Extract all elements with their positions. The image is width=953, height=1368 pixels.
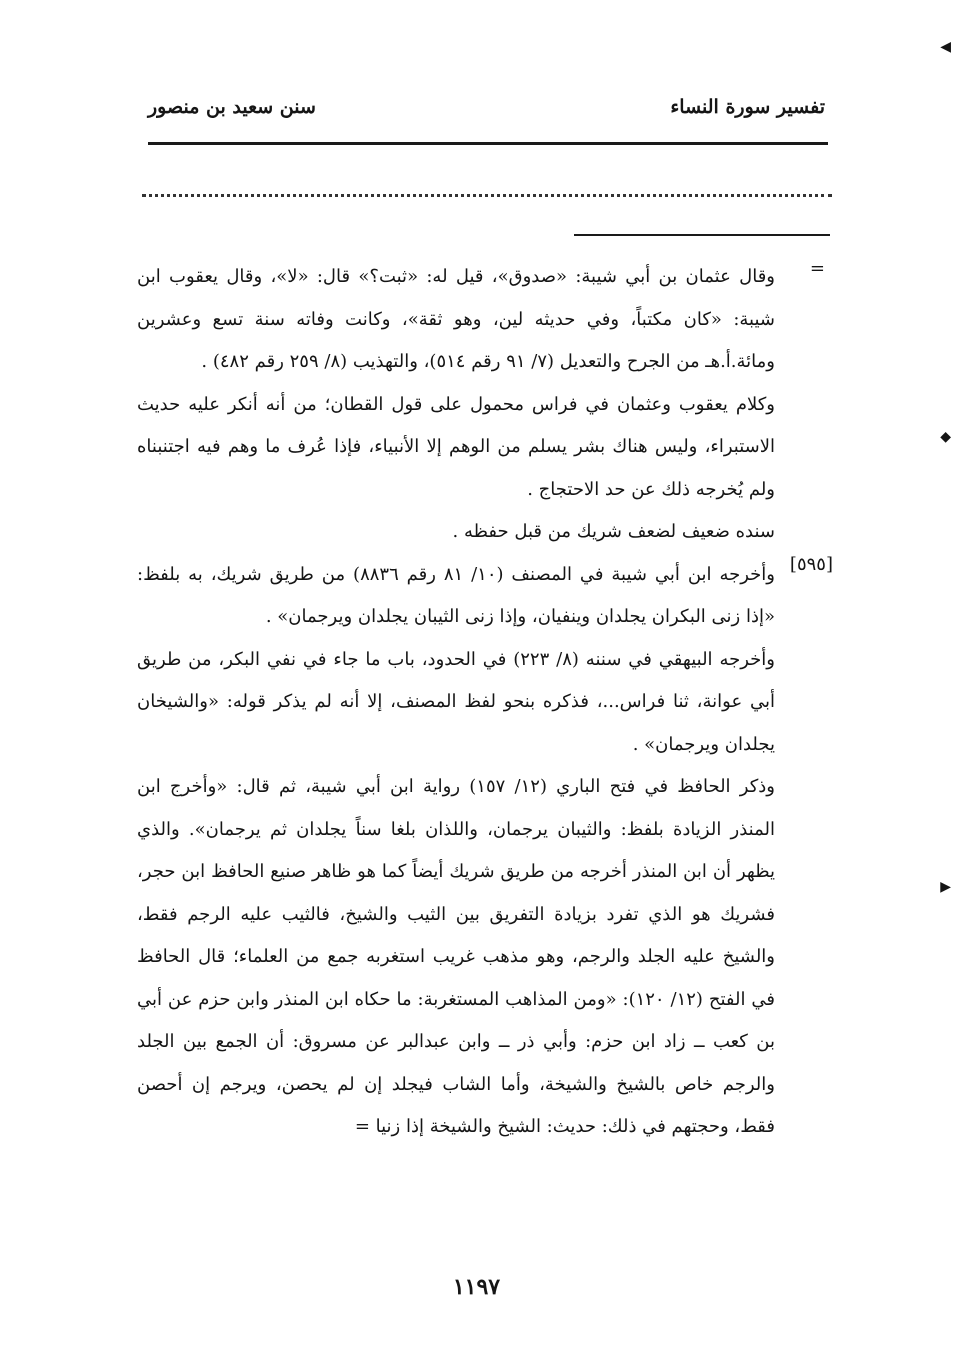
footnote-paragraph-3: سنده ضعيف لضعف شريك من قبل حفظه . <box>452 521 775 542</box>
dotted-separator <box>142 184 832 197</box>
footnotes-body <box>137 256 775 1149</box>
footnote-paragraph-6: وذكر الحافظ في فتح الباري (١٢/ ١٥٧) رواية ابن أبي شيبة، ثم قال: «وأخرج ابن المنذر الزيادة بلفظ: والثيبان يرجمان، واللذان بلغا سناً يجلدان ثم يرجمان». والذي يظهر أن ابن المنذر أخرجه من طريق شريك أيضاً كما هو ظاهر صنيع الحافظ ابن حجر، فشريك هو الذي تفرد بزيادة التفريق بين الثيب والشيخ، فالثيب عليه الرجم فقط، والشيخ عليه الجلد والرجم، وهو مذهب غريب استغربه جمع من العلماء؛ قال الحافظ في الفتح (١٢/ ١٢٠): «ومن المذاهب المستغربة: ما حكاه ابن المنذر وابن حزم عن أبي بن كعب ــ زاد ابن حزم: وأبي ذر ــ وابن عبدالبر عن مسروق: أن الجمع بين الجلد والرجم خاص بالشيخ والشيخة، وأما الشاب فيجلد إن لم يحصن، ويرجم إن أحصن فقط، وحجتهم في ذلك: حديث: الشيخ والشيخة إذا زنيا = <box>137 776 775 1137</box>
footnote-paragraph-5: وأخرجه البيهقي في سننه (٨/ ٢٢٣) في الحدود، باب ما جاء في نفي البكر، من طريق أبي عوانة، ثنا فراس...، فذكره بنحو لفظ المصنف، إلا أنه لم يذكر قوله: «والشيخان يجلدان ويرجمان» . <box>137 648 775 755</box>
footnote-rule <box>574 234 830 236</box>
footnote-paragraph-4: وأخرجه ابن أبي شيبة في المصنف (١٠/ ٨١ رقم ٨٨٣٦) من طريق شريك، به بلفظ: «إذا زنى البكران يجلدان وينفيان، وإذا زنى الثيبان يجلدان ويرجمان» . <box>137 563 775 627</box>
footnote-paragraph-1: وقال عثمان بن أبي شيبة: «صدوق»، قيل له: «ثبت؟» قال: «لا»، وقال يعقوب ابن شيبة: «كان مكتباً، وفي حديثه لين، وهو ثقة»، وكانت وفاته سنة تسع وعشرين ومائة.أ.هـ من الجرح والتعديل (٧/ ٩١ رقم ٥١٤)، والتهذيب (٨/ ٢٥٩ رقم ٤٨٢) . <box>137 266 775 372</box>
continuation-mark: = <box>809 258 825 279</box>
book-title: سنن سعيد بن منصور <box>148 96 316 118</box>
chapter-title: تفسير سورة النساء <box>670 96 825 118</box>
scan-edge-mark-icon: ◀ <box>940 39 951 55</box>
scan-edge-mark-icon: ◆ <box>940 429 951 445</box>
page-number: ١١٩٧ <box>452 1274 501 1300</box>
footnote-paragraph-2: وكلام يعقوب وعثمان في فراس محمول على قول القطان؛ من أنه أنكر عليه حديث الاستبراء، وليس هناك بشر يسلم من الوهم إلا الأنبياء، فإذا عُرف ما وهم فيه اجتنبناه ولم يُخرجه ذلك عن حد الاحتجاج . <box>137 393 775 500</box>
hadith-number: [٥٩٥] <box>789 554 833 575</box>
header-rule <box>148 142 828 145</box>
scan-edge-mark-icon: ▶ <box>940 879 951 895</box>
